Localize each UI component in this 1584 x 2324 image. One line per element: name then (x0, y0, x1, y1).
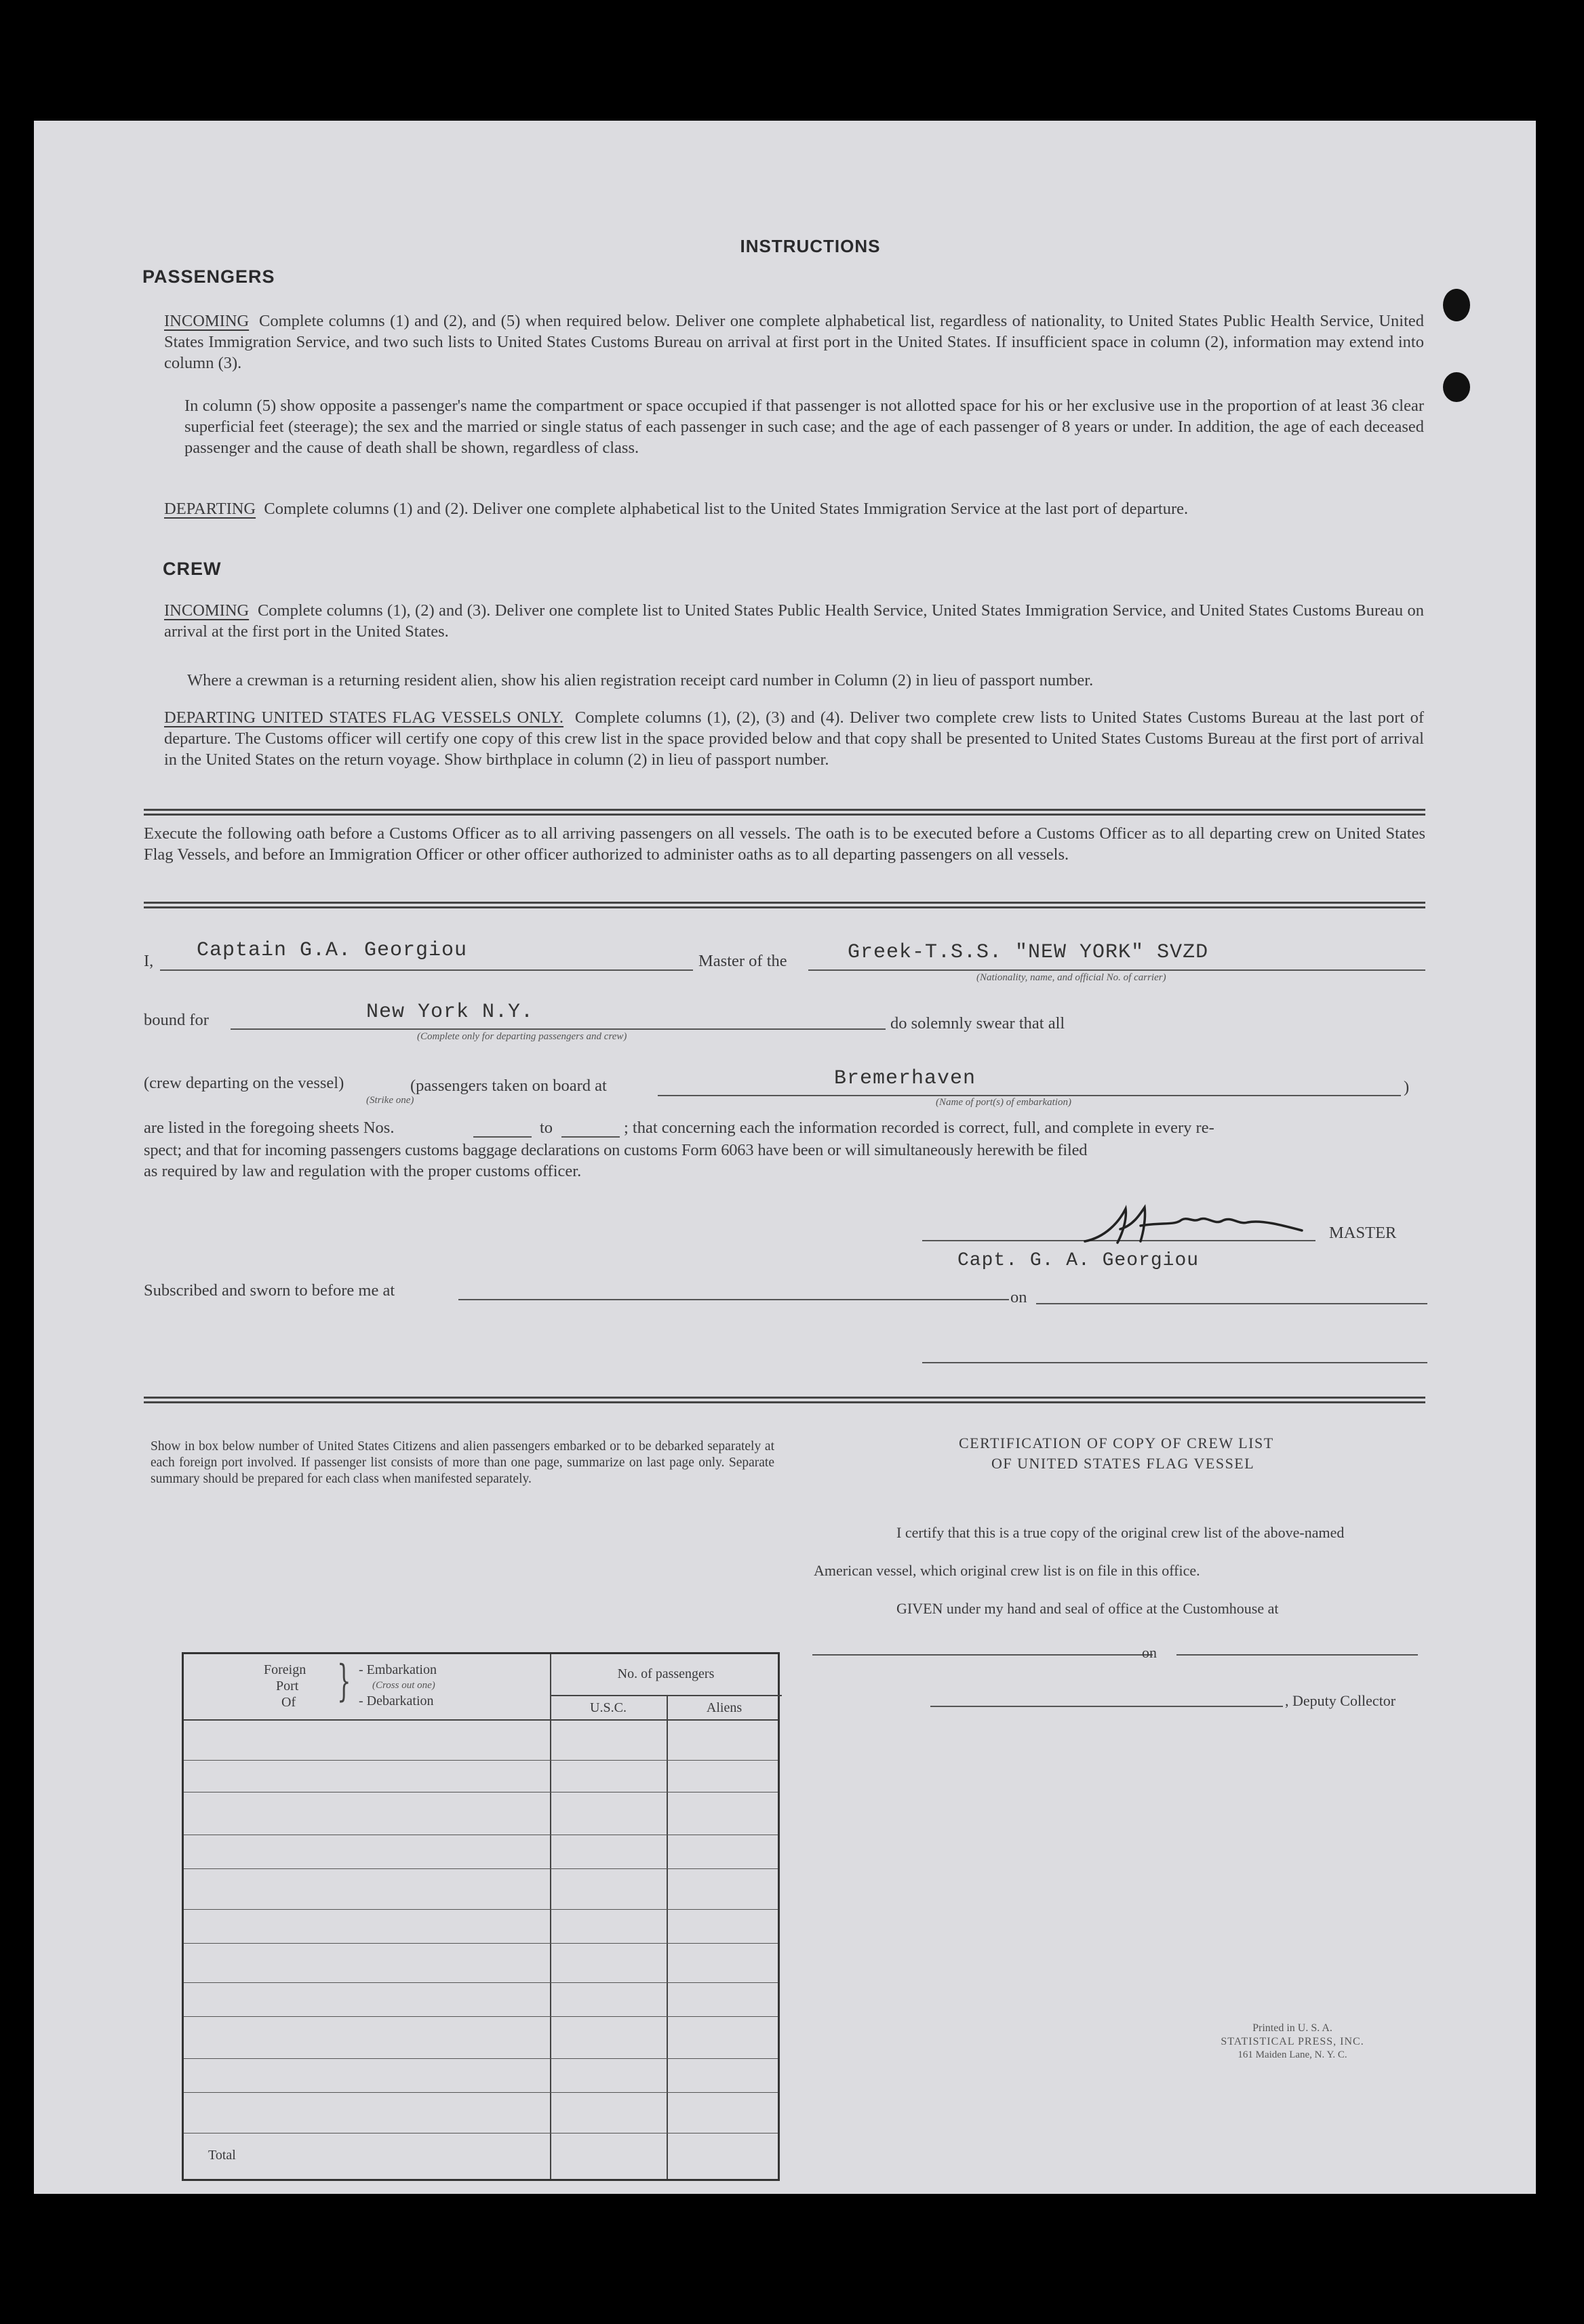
master-name-field[interactable]: Captain G.A. Georgiou (197, 939, 468, 962)
certification-title-1: CERTIFICATION OF COPY OF CREW LIST (959, 1435, 1274, 1451)
certification-on-label: on (1142, 1644, 1157, 1661)
vessel-caption: (Nationality, name, and official No. of carrier) (976, 972, 1166, 983)
total-label: Total (208, 2148, 236, 2163)
passengers-departing-paragraph (164, 498, 1424, 519)
crew-departing-label: DEPARTING UNITED STATES FLAG VESSELS ONLY. (164, 708, 564, 727)
passengers-taken-option: (passengers taken on board at (410, 1077, 607, 1095)
section-divider (144, 902, 1425, 908)
subscribed-place-line[interactable] (458, 1299, 1009, 1300)
certification-title-2: OF UNITED STATES FLAG VESSEL (991, 1455, 1255, 1472)
embarkation-label: - Embarkation (359, 1662, 437, 1677)
punch-hole (1443, 372, 1470, 402)
oath-line-2: spect; and that for incoming passengers customs baggage declarations on customs Form 6063 have been or will simultaneously herewith be filed (144, 1141, 1088, 1159)
section-divider (144, 1397, 1425, 1403)
crew-returning-paragraph: Where a crewman is a returning resident alien, show his alien registration receipt card number in Column (2) in lieu of passport number. (187, 671, 1094, 689)
document-page (34, 121, 1536, 2194)
certification-line-1: I certify that this is a true copy of the original crew list of the above-named (896, 1524, 1345, 1541)
page-title: INSTRUCTIONS (740, 236, 881, 256)
certification-line-3: GIVEN under my hand and seal of office at the Customhouse at (896, 1600, 1279, 1617)
subscribed-date-line[interactable] (1036, 1303, 1427, 1304)
oath-line-3: as required by law and regulation with the proper customs officer. (144, 1162, 582, 1180)
summary-instructions: Show in box below number of United States Citizens and alien passengers embarked or to be debarked separately at each foreign port involved. If passenger list consists of more than one page, summarize on last page only. Separate summary should be prepared for each class when manifested separately. (151, 1439, 774, 1486)
foreign-label: Foreign (264, 1662, 306, 1677)
passenger-summary-table (182, 1652, 780, 2181)
debarkation-label: - Debarkation (359, 1694, 434, 1708)
crew-departing-option: (crew departing on the vessel) (144, 1074, 344, 1092)
signature-image (1078, 1195, 1322, 1256)
master-label: MASTER (1329, 1224, 1397, 1242)
passengers-incoming-label: INCOMING (164, 312, 250, 330)
strike-caption: (Strike one) (366, 1095, 414, 1106)
sheet-to-line (561, 1136, 620, 1138)
table-row[interactable] (184, 1943, 778, 1944)
table-column-divider (550, 1654, 551, 2179)
crew-incoming-paragraph (164, 600, 1424, 642)
section-divider (144, 809, 1425, 816)
master-signature-typed: Capt. G. A. Georgiou (957, 1250, 1200, 1271)
certification-line-2: American vessel, which original crew list is on file in this office. (814, 1562, 1200, 1579)
crew-incoming-label: INCOMING (164, 601, 250, 620)
table-row[interactable] (184, 1760, 778, 1761)
oath-instructions: Execute the following oath before a Customs Officer as to all arriving passengers on all vessels. The oath is to be executed before a Customs Officer as to all departing crew on United States Flag Vessels, and before an Immigration Officer or other officer authorized to administer oaths as to all departing passengers on all vessels. (144, 824, 1425, 864)
subscribed-label: Subscribed and sworn to before me at (144, 1281, 395, 1300)
printer-line-1: Printed in U. S. A. (1252, 2022, 1332, 2034)
passengers-column5-paragraph: In column (5) show opposite a passenger's name the compartment or space occupied if that passenger is not allotted space for his or her exclusive use in the proportion of at least 36 clear superficial feet (steerage); the sex and the married or single status of each passenger in such case; and the age of each passenger of 8 years or under. In addition, the age of each deceased passenger and the cause of death shall be shown, regardless of class. (184, 397, 1424, 457)
passengers-incoming-paragraph (164, 310, 1424, 374)
customhouse-line[interactable] (812, 1654, 1153, 1656)
crew-departing-text: Complete columns (1), (2), (3) and (4). Deliver two complete crew lists to United States Customs Bureau at the last port of departure. The Customs officer will certify one copy of this crew list in the space provided below and that copy shall be presented to United States Customs Bureau at the first port of arrival in the United States on the return voyage. Show birthplace in column (2) in lieu of passport number. (164, 708, 1424, 769)
embark-port-line (658, 1095, 1401, 1096)
cross-out-caption: (Cross out one) (372, 1680, 435, 1691)
swear-text: do solemnly swear that all (890, 1014, 1065, 1033)
table-row[interactable] (184, 1868, 778, 1869)
master-name-line (160, 969, 693, 971)
crew-heading: CREW (163, 559, 222, 579)
close-paren: ) (1404, 1078, 1410, 1096)
punch-hole (1443, 289, 1470, 321)
bound-for-field[interactable]: New York N.Y. (366, 1001, 534, 1024)
brace-icon: } (337, 1656, 351, 1706)
table-row[interactable] (184, 2058, 778, 2059)
bound-for-caption: (Complete only for departing passengers and crew) (417, 1031, 627, 1042)
listed-prefix: are listed in the foregoing sheets Nos. (144, 1119, 395, 1137)
table-row[interactable] (184, 1909, 778, 1910)
deputy-collector-label: , Deputy Collector (1285, 1692, 1396, 1709)
to-label: to (540, 1119, 553, 1137)
certification-date-line[interactable] (1176, 1654, 1418, 1656)
crew-departing-paragraph (164, 707, 1424, 770)
aliens-header: Aliens (706, 1700, 742, 1715)
bound-for-line (231, 1028, 886, 1030)
oath-i-label: I, (144, 952, 154, 970)
table-header-bottom (184, 1719, 778, 1721)
sheet-from-line (473, 1136, 532, 1138)
master-of-label: Master of the (698, 952, 787, 970)
vessel-line (808, 969, 1425, 971)
passengers-incoming-text: Complete columns (1) and (2), and (5) when required below. Deliver one complete alphabetical list, regardless of nationality, to United States Public Health Service, United States Immigration Service, and two such lists to United States Customs Bureau on arrival at first port in the United States. If insufficient space in column (2), information may extend into column (3). (164, 312, 1425, 372)
table-row[interactable] (184, 2092, 778, 2093)
official-signature-line[interactable] (922, 1362, 1427, 1363)
bound-for-label: bound for (144, 1011, 209, 1029)
crew-incoming-text: Complete columns (1), (2) and (3). Deliver one complete list to United States Public Health Service, United States Immigration Service, and United States Customs Bureau on arrival at the first port in the United States. (164, 601, 1425, 641)
no-of-passengers-header: No. of passengers (617, 1666, 715, 1681)
table-row[interactable] (184, 1982, 778, 1983)
table-row[interactable] (184, 2016, 778, 2017)
listed-suffix: ; that concerning each the information recorded is correct, full, and complete in every re- (624, 1119, 1214, 1137)
passengers-heading: PASSENGERS (142, 266, 275, 287)
table-column-divider (667, 1695, 668, 2179)
passengers-departing-label: DEPARTING (164, 500, 256, 518)
usc-header: U.S.C. (590, 1700, 627, 1715)
table-header-divider (550, 1695, 782, 1696)
embark-caption: (Name of port(s) of embarkation) (936, 1097, 1071, 1108)
of-label: Of (281, 1695, 296, 1710)
printer-line-3: 161 Maiden Lane, N. Y. C. (1238, 2049, 1347, 2060)
deputy-collector-line[interactable] (930, 1706, 1283, 1707)
subscribed-on-label: on (1010, 1288, 1027, 1306)
passengers-departing-text: Complete columns (1) and (2). Deliver one complete alphabetical list to the United States Immigration Service at the last port of departure. (264, 500, 1189, 518)
port-label: Port (276, 1679, 299, 1694)
vessel-field[interactable]: Greek-T.S.S. "NEW YORK" SVZD (848, 941, 1209, 964)
embark-port-field[interactable]: Bremerhaven (834, 1067, 976, 1090)
printer-line-2: STATISTICAL PRESS, INC. (1221, 2036, 1364, 2047)
